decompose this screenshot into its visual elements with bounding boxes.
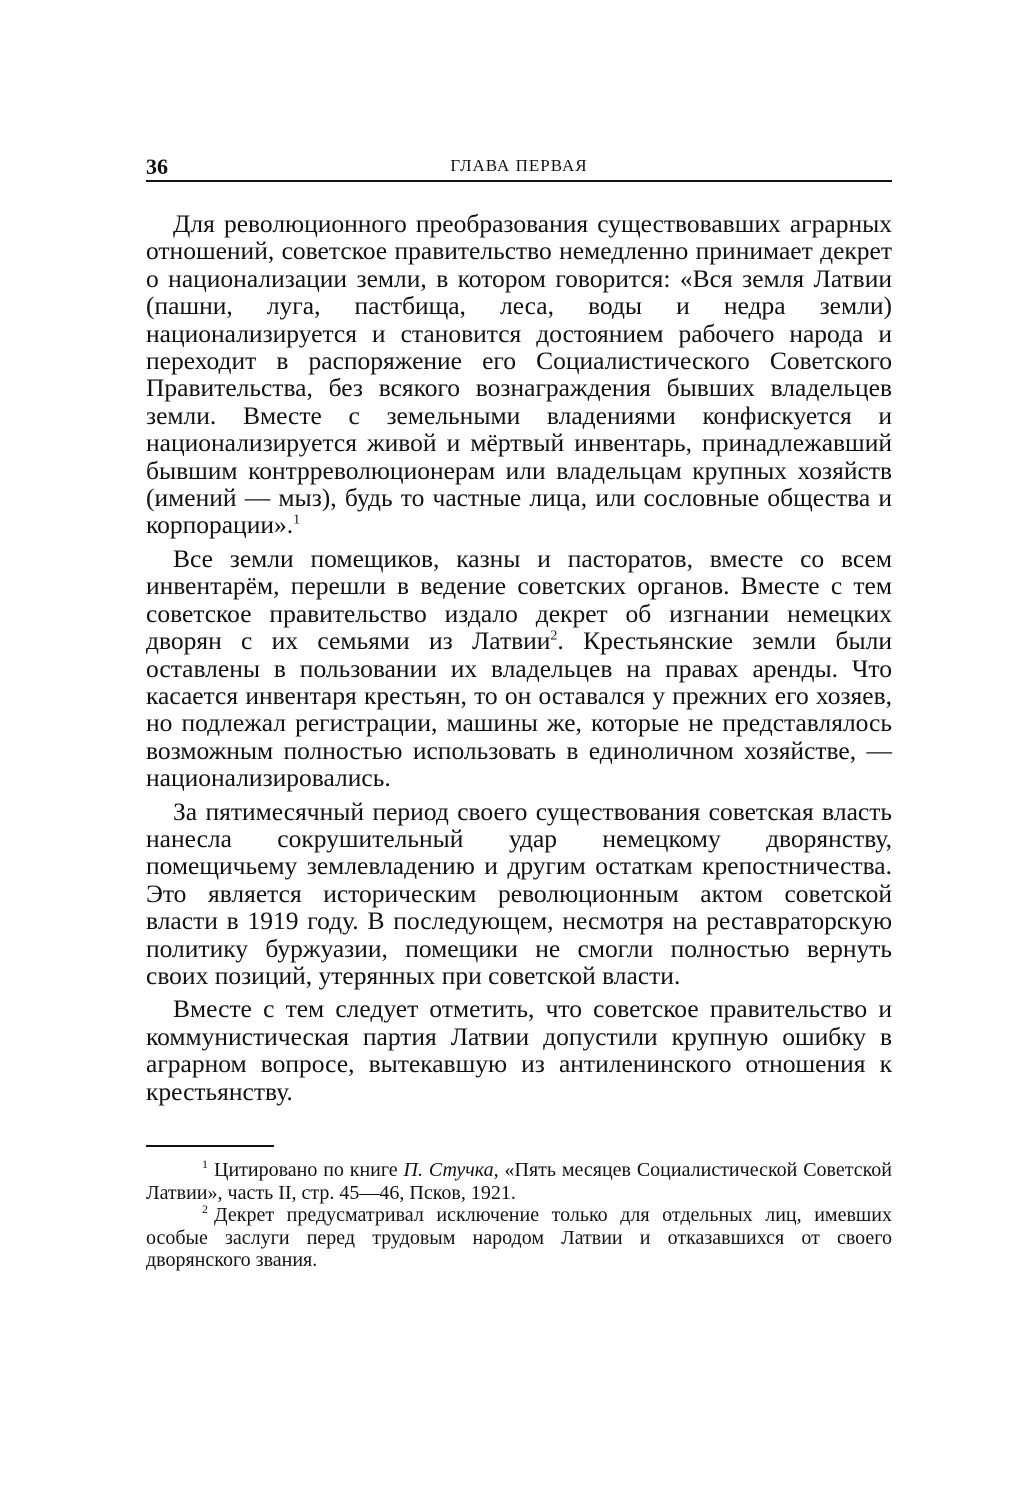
paragraph-text: Для революционного преобразования существовавших аграрных отношений, советское правительство немедленно принимает декрет о национализации земли, в котором говорится: «Вся земля Латвии (пашни, луга, пастбища, леса, воды и недра земли) национализируется и становится достоянием рабочего народа и переходит в распоряжение его Социалистического Советского Правительства, без всякого вознаграждения бывших владельцев земли. Вместе с земельными владениями конфискуется и национализируется живой и мёртвый инвентарь, принадлежавший бывшим контрреволюционерам или владельцам крупных хозяйств (имений — мыз), будь то частные лица, или сословные общества и корпорации». [146,209,892,540]
footnote-text: Декрет предусматривал исключение только для отдельных лиц, имевших особые заслуги перед трудовым народом Латвии и отказавшихся от своего дворянского звания. [146,1204,892,1271]
book-page [146,150,892,1272]
paragraph-text: . Крестьянские земли были оставлены в пользовании их владельцев на правах аренды. Что касается инвентаря крестьян, то он оставался у прежних его хозяев, но подлежал регистрации, машины же, которые не представлялось возможным полностью использовать в единоличном хозяйстве, — национализировались. [146,626,892,793]
paragraph-text: Все земли помещиков, казны и пасторатов, вместе со всем инвентарём, перешли в ведение советских органов. Вместе с тем советское правительство издало декрет об изгнании немецких дворян с их семьями из Латвии [146,543,892,656]
footnote-text: «Пять месяцев Социалистической Советской Латвии», часть II, стр. 45—46, Псков, 1921. [146,1159,893,1204]
footnote-mark: 2 [202,1202,208,1217]
page-number: 36 [146,154,168,179]
chapter-title: ГЛАВА ПЕРВАЯ [450,156,588,175]
footnote-1 [146,1159,892,1204]
footnote-author: П. Стучка, [403,1159,499,1181]
footnote-ref-2: 2 [550,628,558,644]
paragraph-4 [146,995,892,1105]
footnote-2 [146,1204,892,1272]
body-text [146,210,892,1105]
paragraph-3 [146,798,892,990]
footnote-text: Цитировано по книге [214,1159,398,1181]
paragraph-text: За пятимесячный период своего существования советская власть нанесла сокрушительный удар немецкому дворянству, помещичьему землевладению и другим остаткам крепостничества. Это является историческим революционным актом советской власти в 1919 году. В последующем, несмотря на реставраторскую политику буржуазии, помещики не смогли полностью вернуть своих позиций, утерянных при советской власти. [146,796,892,990]
running-head [146,150,892,182]
paragraph-1 [146,210,892,539]
footnote-ref-1: 1 [293,512,301,528]
paragraph-2 [146,545,892,792]
footnote-mark: 1 [202,1157,208,1172]
footnote-divider [146,1145,274,1147]
paragraph-text: Вместе с тем следует отметить, что советское правительство и коммунистическая партия Латвии допустили крупную ошибку в аграрном вопросе, вытекавшую из антиленинского отношения к крестьянству. [146,994,892,1106]
footnotes [146,1159,892,1272]
